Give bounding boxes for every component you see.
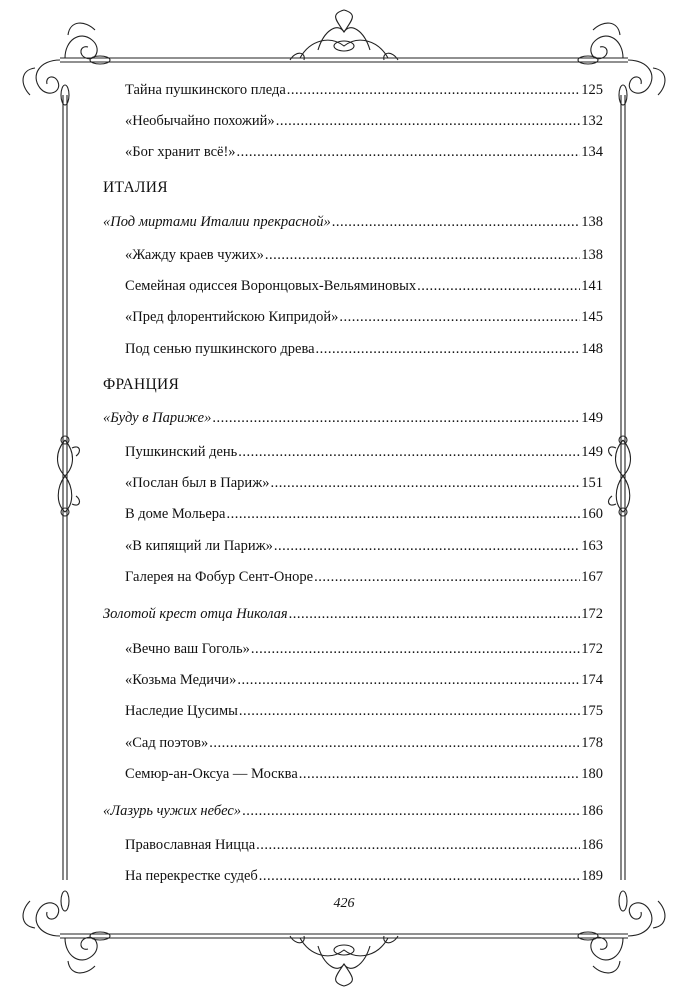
toc-entry xyxy=(103,801,603,821)
page-number: 426 xyxy=(333,896,355,911)
toc-entry-page: 141 xyxy=(581,278,603,294)
toc-entry-page: 134 xyxy=(581,144,603,160)
toc-entry xyxy=(125,504,603,524)
toc-entry xyxy=(125,276,603,296)
toc-entry xyxy=(125,111,603,131)
toc-entry-title: Семюр-ан-Оксуа — Москва xyxy=(125,766,298,782)
toc-entry-title: Православная Ницца xyxy=(125,837,256,853)
toc-entry-title: В доме Мольера xyxy=(125,506,226,522)
toc-entry xyxy=(125,670,603,690)
toc-entry-title: Под сенью пушкинского древа xyxy=(125,341,315,357)
toc-entry xyxy=(125,835,603,855)
bottom-ornament-icon xyxy=(290,936,398,986)
toc-entry-page: 172 xyxy=(581,641,603,657)
toc-entry-page: 138 xyxy=(581,247,603,263)
section-heading: ФРАНЦИЯ xyxy=(103,376,180,393)
toc-entry xyxy=(125,339,603,359)
side-ornament-icon xyxy=(609,436,631,516)
toc-entry xyxy=(125,80,603,100)
toc-entry-page: 189 xyxy=(581,868,603,884)
toc-entry-page: 163 xyxy=(581,538,603,554)
toc-entry xyxy=(125,567,603,587)
toc-entry-title: «Вечно ваш Гоголь» xyxy=(125,641,250,657)
toc-entry xyxy=(103,604,603,624)
toc-entry-title: Пушкинский день xyxy=(125,444,238,460)
toc-entry-page: 167 xyxy=(581,569,603,585)
toc-entry-title: Галерея на Фобур Сент-Оноре xyxy=(125,569,314,585)
toc-entry xyxy=(125,245,603,265)
toc-entry-title: Золотой крест отца Николая xyxy=(103,606,288,622)
toc-entry xyxy=(103,408,603,428)
toc-entry-page: 160 xyxy=(581,506,603,522)
toc-entry xyxy=(103,212,603,232)
toc-entry xyxy=(125,733,603,753)
toc-entry xyxy=(125,473,603,493)
toc-entry-page: 125 xyxy=(581,82,603,98)
toc-entry-title: «В кипящий ли Париж» xyxy=(125,538,273,554)
toc-entry xyxy=(125,866,603,886)
toc-entry-page: 151 xyxy=(581,475,603,491)
toc-entry-page: 180 xyxy=(581,766,603,782)
toc-entry-title: На перекрестке судеб xyxy=(125,868,258,884)
toc-entry xyxy=(125,639,603,659)
corner-ornament-icon xyxy=(23,23,110,105)
toc-entry-title: «Жажду краев чужих» xyxy=(125,247,264,263)
toc-entry-page: 138 xyxy=(581,214,603,230)
toc-entry-page: 148 xyxy=(581,341,603,357)
toc-entry-page: 186 xyxy=(581,837,603,853)
toc-entry-title: «Пред флорентийскою Кипридой» xyxy=(125,309,339,325)
toc-entry-page: 149 xyxy=(581,410,603,426)
toc-entry xyxy=(125,536,603,556)
toc-entry xyxy=(125,307,603,327)
toc-entry-title: «Бог хранит всё!» xyxy=(125,144,236,160)
toc-entry-title: Тайна пушкинского пледа xyxy=(125,82,286,98)
side-ornament-icon xyxy=(58,436,80,516)
toc-entry-page: 175 xyxy=(581,703,603,719)
toc-entry-title: «Лазурь чужих небес» xyxy=(103,803,242,819)
toc-entry-title: Наследие Цусимы xyxy=(125,703,238,719)
toc-entry-page: 172 xyxy=(581,606,603,622)
section-heading: ИТАЛИЯ xyxy=(103,179,168,196)
toc-entry-title: «Необычайно похожий» xyxy=(125,113,275,129)
toc-entry-title: «Под миртами Италии прекрасной» xyxy=(103,214,331,230)
toc-entry-page: 174 xyxy=(581,672,603,688)
toc-entry xyxy=(125,142,603,162)
toc-entry-page: 145 xyxy=(581,309,603,325)
toc-entry-page: 186 xyxy=(581,803,603,819)
toc-entry-page: 149 xyxy=(581,444,603,460)
toc-entry-title: «Послан был в Париж» xyxy=(125,475,270,491)
toc-entry-title: «Козьма Медичи» xyxy=(125,672,237,688)
toc-entry-page: 132 xyxy=(581,113,603,129)
toc-entry-title: Семейная одиссея Воронцовых-Вельяминовых xyxy=(125,278,417,294)
toc-entry xyxy=(125,764,603,784)
toc-entry-title: «Сад поэтов» xyxy=(125,735,209,751)
top-ornament-icon xyxy=(290,10,398,60)
toc-entry-title: «Буду в Париже» xyxy=(103,410,212,426)
toc-entry xyxy=(125,442,603,462)
toc-entry-page: 178 xyxy=(581,735,603,751)
toc-entry xyxy=(125,701,603,721)
